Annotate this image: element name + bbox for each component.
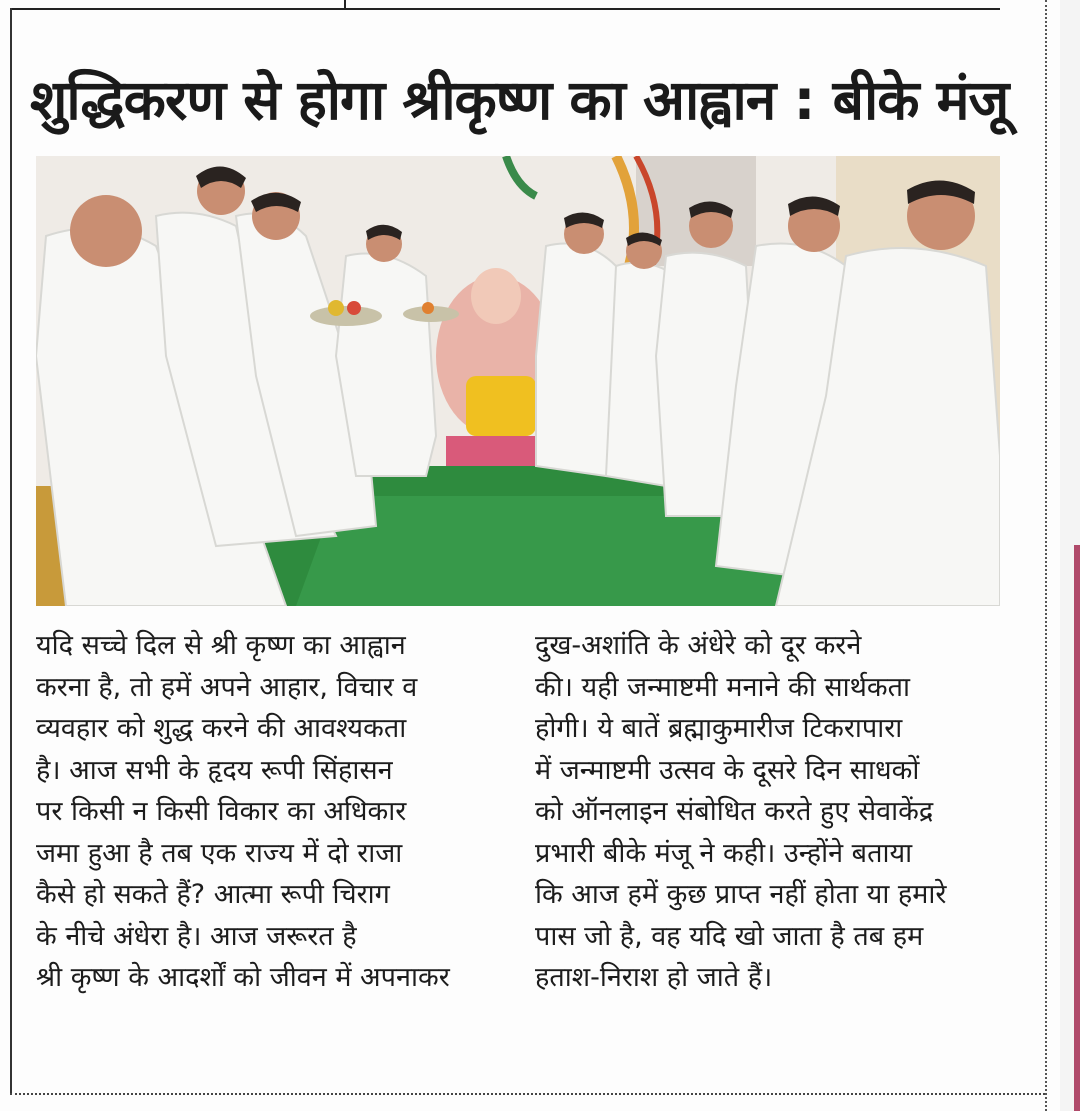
top-rule (10, 8, 1000, 10)
body-line: दुख-अशांति के अंधेरे को दूर करने (535, 630, 862, 661)
body-line: है। आज सभी के हृदय रूपी सिंहासन (36, 754, 393, 786)
body-line: के नीचे अंधेरा है। आज जरूरत है (36, 920, 357, 952)
article-column-left (36, 625, 506, 999)
adjacent-page-mark (1074, 545, 1080, 1111)
right-dotted-rule (1045, 0, 1047, 1111)
body-line: जमा हुआ है तब एक राज्य में दो राजा (36, 837, 403, 869)
event-photo (36, 156, 1000, 606)
body-line: में जन्माष्टमी उत्सव के दूसरे दिन साधकों (535, 754, 920, 786)
left-rule (10, 8, 12, 1093)
body-line: होगी। ये बातें ब्रह्माकुमारीज टिकरापारा (535, 713, 903, 744)
body-line: कैसे हो सकते हैं? आत्मा रूपी चिराग (36, 879, 390, 910)
body-line: श्री कृष्ण के आदर्शों को जीवन में अपनाकर (36, 962, 450, 993)
bottom-dotted-rule (10, 1093, 1045, 1095)
body-line: पास जो है, वह यदि खो जाता है तब हम (535, 920, 924, 952)
body-line: हताश-निराश हो जाते हैं। (535, 962, 773, 993)
body-line: व्यवहार को शुद्ध करने की आवश्यकता (36, 713, 407, 744)
body-line: कि आज हमें कुछ प्राप्त नहीं होता या हमारे (535, 879, 947, 910)
body-line: करना है, तो हमें अपने आहार, विचार व (36, 671, 418, 703)
headline: शुद्धिकरण से होगा श्रीकृष्ण का आह्वान : बीके मंजू (30, 68, 1009, 132)
column-tick (344, 0, 346, 10)
article-column-right (535, 625, 1005, 999)
body-line: पर किसी न किसी विकार का अधिकार (36, 796, 407, 827)
body-line: को ऑनलाइन संबोधित करते हुए सेवाकेंद्र (535, 796, 934, 827)
photo-illustration (36, 156, 1000, 606)
body-line: यदि सच्चे दिल से श्री कृष्ण का आह्वान (36, 630, 406, 661)
body-line: की। यही जन्माष्टमी मनाने की सार्थकता (535, 671, 910, 703)
body-line: प्रभारी बीके मंजू ने कही। उन्होंने बताया (535, 837, 913, 869)
